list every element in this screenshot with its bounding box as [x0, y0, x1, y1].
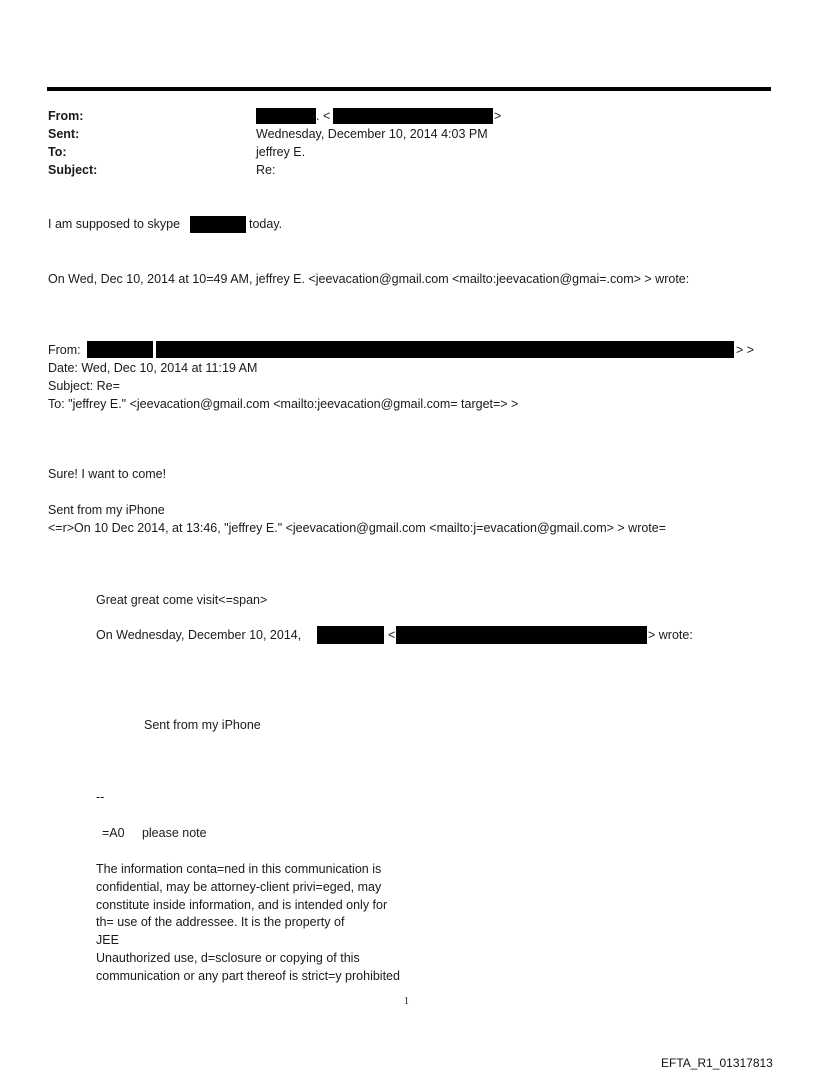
sent-from-iphone: Sent from my iPhone: [48, 503, 165, 517]
redaction-block: [190, 216, 246, 233]
to-label: To:: [48, 145, 67, 159]
fwd-date: Date: Wed, Dec 10, 2014 at 11:19 AM: [48, 361, 258, 375]
fwd-from-label: From:: [48, 343, 81, 357]
disclaimer-line: confidential, may be attorney-client privi=eged, may: [96, 880, 382, 894]
document-id: EFTA_R1_01317813: [661, 1056, 773, 1070]
subject-value: Re:: [256, 163, 276, 177]
sent-value: Wednesday, December 10, 2014 4:03 PM: [256, 127, 488, 141]
disclaimer-line: The information conta=ned in this communication is: [96, 862, 382, 876]
sent-from-iphone-2: Sent from my iPhone: [144, 718, 261, 732]
page-number: 1: [404, 996, 409, 1007]
sent-label: Sent:: [48, 127, 80, 141]
redaction-block: [156, 341, 734, 358]
to-value: jeffrey E.: [256, 145, 306, 159]
quote-header-3c: > wrote:: [648, 628, 693, 642]
fwd-from-end: > >: [736, 343, 755, 357]
disclaimer-line: constitute inside information, and is intended only for: [96, 898, 388, 912]
redaction-block: [317, 626, 384, 644]
subject-label: Subject:: [48, 163, 98, 177]
quote-header-2: <=r>On 10 Dec 2014, at 13:46, "jeffrey E." <jeevacation@gmail.com <mailto:j=evacation@gmail.com> > wrote=: [48, 521, 667, 535]
please-note: =A0 please note: [102, 826, 207, 840]
signature-dashes: --: [96, 790, 105, 804]
disclaimer-line: JEE: [96, 933, 119, 947]
from-label: From:: [48, 109, 84, 123]
disclaimer-line: communication or any part thereof is strict=y prohibited: [96, 969, 400, 983]
fwd-to: To: "jeffrey E." <jeevacation@gmail.com <mailto:jeevacation@gmail.com= target=> >: [48, 397, 519, 411]
quote-header-3a: On Wednesday, December 10, 2014,: [96, 628, 302, 642]
body-line-1a: I am supposed to skype: [48, 217, 181, 231]
from-value-end: >: [494, 109, 502, 123]
disclaimer-line: Unauthorized use, d=sclosure or copying of this: [96, 951, 360, 965]
redaction-block: [256, 108, 316, 124]
header-rule: [47, 87, 771, 91]
from-value-mid: . <: [316, 109, 331, 123]
redaction-block: [396, 626, 647, 644]
body-great: Great great come visit<=span>: [96, 593, 268, 607]
body-sure: Sure! I want to come!: [48, 467, 167, 481]
redaction-block: [333, 108, 493, 124]
quote-header-3b: <: [388, 628, 396, 642]
redaction-block: [87, 341, 153, 358]
body-line-1b: today.: [249, 217, 283, 231]
quote-header-1: On Wed, Dec 10, 2014 at 10=49 AM, jeffrey E. <jeevacation@gmail.com <mailto:jeevacation@gmai=.com> > wrote:: [48, 272, 690, 286]
disclaimer-line: th= use of the addressee. It is the property of: [96, 915, 345, 929]
fwd-subject: Subject: Re=: [48, 379, 120, 393]
